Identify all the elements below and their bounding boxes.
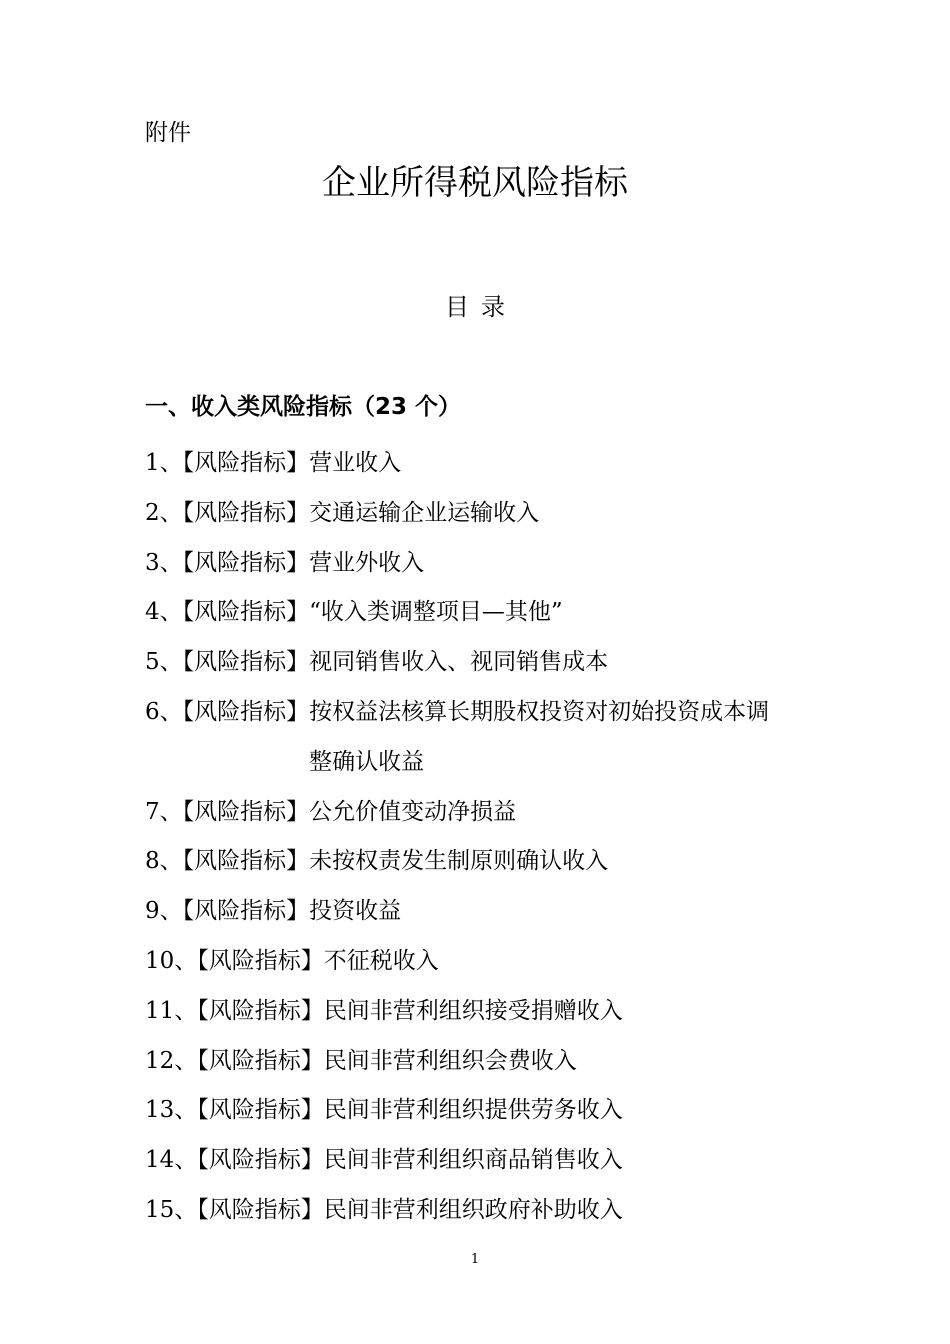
toc-item-number: 9、 [145, 898, 183, 925]
toc-item-number: 5、 [145, 649, 183, 676]
toc-item-tag: 【风险指标】 [197, 1097, 324, 1124]
toc-item-text: 民间非营利组织政府补助收入 [323, 1196, 623, 1223]
toc-item-number: 14、 [145, 1147, 198, 1174]
toc-item-tag: 【风险指标】 [182, 698, 310, 725]
toc-item-tag: 【风险指标】 [182, 898, 310, 925]
toc-item-text: 营业外收入 [309, 549, 425, 576]
toc-item-tag: 【风险指标】 [197, 947, 324, 974]
toc-item-number: 1、 [145, 450, 183, 476]
toc-item-text: 按权益法核算长期股权投资对初始投资成本调整确认收益 [309, 698, 770, 775]
toc-item-number: 8、 [145, 848, 183, 875]
toc-item-number: 11、 [145, 997, 198, 1024]
toc-item[interactable] [145, 1037, 825, 1087]
toc-item-tag: 【风险指标】 [182, 649, 310, 676]
toc-item-tag: 【风险指标】 [182, 848, 310, 875]
toc-item-tag: 【风险指标】 [197, 997, 324, 1024]
toc-item-number: 12、 [145, 1047, 198, 1074]
toc-item-text: 视同销售收入、视同销售成本 [309, 649, 609, 676]
toc-item[interactable] [145, 1136, 825, 1186]
toc-item-text: 民间非营利组织会费收入 [323, 1047, 577, 1074]
toc-item-tag: 【风险指标】 [197, 1047, 324, 1074]
toc-item-tag: 【风险指标】 [197, 1147, 324, 1174]
toc-item-number: 2、 [145, 499, 183, 526]
toc-item-text: 公允价值变动净损益 [309, 798, 517, 825]
toc-item-number: 13、 [145, 1097, 198, 1124]
toc-item[interactable] [145, 588, 825, 638]
toc-item-text: 不征税收入 [323, 947, 439, 974]
toc-item[interactable] [145, 1186, 825, 1236]
page-number: 1 [470, 1252, 480, 1267]
toc-item-text: 民间非营利组织商品销售收入 [323, 1147, 623, 1174]
toc-item-text: 民间非营利组织接受捐赠收入 [323, 997, 623, 1024]
toc-item-tag: 【风险指标】 [182, 549, 310, 576]
toc-item-text: 未按权责发生制原则确认收入 [309, 848, 609, 875]
toc-item-text: 交通运输企业运输收入 [309, 499, 540, 526]
attachment-label: 附件 [145, 120, 191, 146]
document-title: 企业所得税风险指标 [322, 163, 628, 203]
toc-item-tag: 【风险指标】 [197, 1196, 324, 1223]
toc-list [145, 439, 825, 1236]
toc-item-number: 15、 [145, 1196, 198, 1223]
toc-item[interactable] [145, 688, 825, 788]
toc-item-text: “收入类调整项目—其他” [309, 599, 563, 626]
toc-item[interactable] [145, 837, 825, 887]
section-heading: 一、收入类风险指标（23 个） [145, 394, 462, 420]
toc-item[interactable] [145, 937, 825, 987]
toc-item-tag: 【风险指标】 [182, 499, 310, 526]
toc-item-text: 营业收入 [309, 450, 402, 476]
toc-item[interactable] [145, 638, 825, 688]
toc-item-tag: 【风险指标】 [182, 798, 310, 825]
toc-item[interactable] [145, 539, 825, 589]
toc-item-text: 民间非营利组织提供劳务收入 [323, 1097, 623, 1124]
toc-item[interactable] [145, 1086, 825, 1136]
toc-item-number: 6、 [145, 698, 183, 725]
toc-item[interactable] [145, 887, 825, 937]
toc-item-number: 7、 [145, 798, 183, 825]
toc-item[interactable] [145, 788, 825, 838]
toc-item-tag: 【风险指标】 [182, 599, 310, 626]
toc-item-text: 投资收益 [309, 898, 402, 925]
toc-item-number: 4、 [145, 599, 183, 626]
toc-item[interactable] [145, 987, 825, 1037]
toc-item[interactable] [145, 489, 825, 539]
toc-item-number: 3、 [145, 549, 183, 576]
toc-item[interactable] [145, 439, 825, 489]
toc-item-number: 10、 [145, 947, 198, 974]
toc-heading: 目录 [445, 293, 517, 321]
toc-item-tag: 【风险指标】 [182, 450, 310, 476]
